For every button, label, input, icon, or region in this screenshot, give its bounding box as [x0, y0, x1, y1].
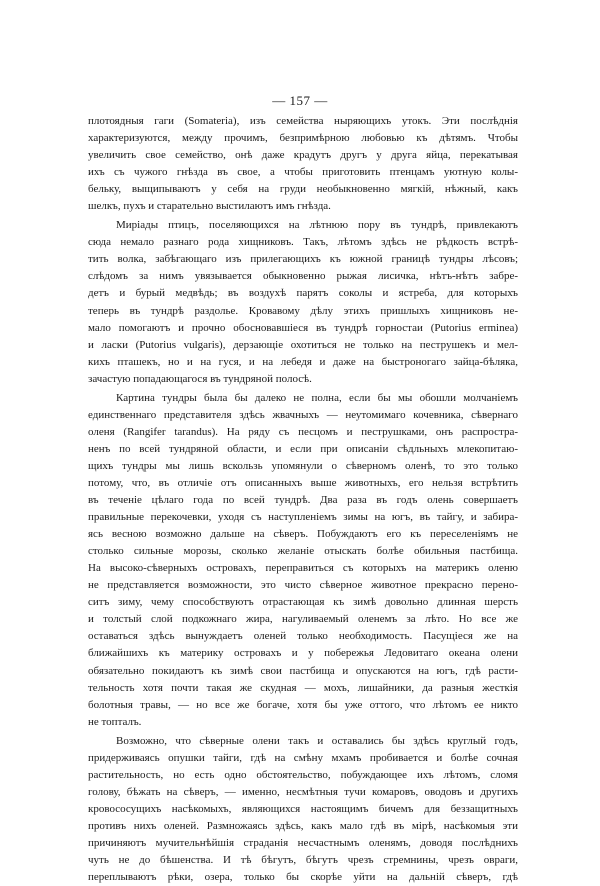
text-line: характеризуются, между прочимъ, безпримѣрною любовью къ дѣтямъ. Чтобы — [88, 132, 518, 145]
text-line: единственнаго представителя здѣсь жвачныхъ — неутомимаго кочевника, сѣвернаго — [88, 408, 518, 421]
text-line: ихъ съ чужого гнѣзда въ свое, а чтобы приготовить птенцамъ уютную колы- — [88, 166, 518, 179]
text-line: и толстый слой подкожнаго жира, нагуливаемый оленемъ за лѣто. Но все же — [88, 613, 518, 626]
text-line: оленя (Rangifer tarandus). На ряду съ песцомъ и пеструшками, онъ распростра- — [88, 425, 518, 438]
text-line: и ласки (Putorius vulgaris), дерзающіе охотиться не только на пеструшекъ и мел- — [88, 338, 518, 351]
page-number: — 157 — — [272, 93, 328, 108]
text-line: увеличить свое семейство, онѣ даже крадутъ другъ у друга яйца, перекатывая — [88, 149, 518, 162]
text-line: Картина тундры была бы далеко не полна, если бы мы обошли молчаніемъ — [116, 391, 518, 404]
body-text — [88, 113, 518, 886]
text-line: Возможно, что сѣверные олени такъ и оставались бы здѣсь круглый годъ, — [116, 734, 518, 747]
text-line: правильные перекочевки, уходя съ наступленіемъ зимы на югъ, въ тайгу, и забира- — [88, 511, 518, 524]
text-line: противъ нихъ оленей. Размножаясь здѣсь, какъ мало гдѣ въ мірѣ, насѣкомыя эти — [88, 819, 518, 832]
text-line: Миріады птицъ, поселяющихся на лѣтнюю пору въ тундрѣ, привлекаютъ — [116, 219, 518, 232]
text-line: обязательно покидаютъ къ зимѣ свои пастбища и опускаются на югъ, гдѣ расти- — [88, 664, 518, 677]
text-line: растительность, но есть одно обстоятельство, побуждающее ихъ лѣтомъ, сломя — [88, 768, 518, 781]
text-line: оставаться здѣсь вынуждаетъ оленей только необходимость. Пасущіеся же на — [88, 630, 518, 643]
paragraph-4 — [88, 733, 518, 886]
text-line: кровососущихъ насѣкомыхъ, являющихся настоящимъ бичемъ для беззащитныхъ — [88, 802, 518, 815]
text-line: На высоко-сѣверныхъ островахъ, переправиться съ которыхъ на материкъ оленю — [88, 562, 518, 575]
text-line: придерживаясь опушки тайги, гдѣ на смѣну мхамъ пробивается и болѣе сочная — [88, 751, 518, 764]
text-line: тить волка, забѣгающаго изъ прилегающихъ къ южной границѣ тундры лѣсовъ; — [88, 253, 518, 266]
text-line: чуть не до бѣшенства. И тѣ бѣгутъ, бѣгутъ чрезъ стремнины, чрезъ овраги, — [88, 854, 518, 867]
text-line: плотоядныя гаги (Somateria), изъ семейства ныряющихъ утокъ. Эти послѣднія — [88, 115, 518, 127]
text-line: щихъ тундры мы лишь вскользь упомянули о сѣверномъ оленѣ, то это только — [88, 459, 518, 472]
paragraph-3 — [88, 390, 518, 731]
text-line: теперь въ тундрѣ раздолье. Кровавому дѣлу этихъ пришлыхъ хищниковъ не- — [88, 304, 518, 317]
text-line: кихъ пташекъ, но и на гуся, и на лебедя и даже на быстроногаго зайца-бѣляка, — [88, 355, 518, 368]
text-line: сюда немало разнаго рода хищниковъ. Такъ, лѣтомъ здѣсь не рѣдкость встрѣ- — [88, 236, 518, 249]
text-line: ненъ по всей тундряной области, и если при описаніи сѣдльныхъ млекопитаю- — [88, 442, 518, 455]
paragraph-1 — [88, 113, 518, 215]
text-line: ситъ зиму, чему способствуютъ отрастающая къ зимѣ довольно длинная шерсть — [88, 596, 518, 609]
text-line: столько сильные морозы, сколько желаніе отыскать болѣе обильныя пастбища. — [88, 545, 518, 558]
text-line: причиняютъ мучительнѣйшія страданія несчастнымъ оленямъ, доводя послѣднихъ — [88, 836, 518, 849]
text-line: ясь весною возможно дальше на сѣверъ. Побуждаютъ его къ переселеніямъ не — [88, 528, 518, 541]
text-line: слѣдомъ за нимъ увязывается обыкновенно рыжая лисичка, нѣтъ-нѣтъ забре- — [88, 270, 518, 283]
text-line: ближайшихъ къ материку островахъ и у побережья Ледовитаго океана олени — [88, 647, 518, 660]
text-line: переплываютъ рѣки, озера, только бы скорѣе уйти на дальній сѣверъ, гдѣ — [88, 871, 518, 884]
text-line: шелкъ, пухъ и старательно выстилаютъ имъ гнѣзда. — [88, 200, 331, 213]
text-line: голову, бѣжать на сѣверъ, — именно, несмѣтныя тучи комаровъ, оводовъ и другихъ — [88, 785, 518, 798]
text-line: не топталъ. — [88, 715, 142, 728]
text-line: въ теченіе цѣлаго года по всей тундрѣ. Два раза въ годъ олень совершаетъ — [88, 494, 518, 507]
text-line: детъ и бурый медвѣдь; въ воздухѣ парятъ соколы и ястреба, для которыхъ — [88, 287, 518, 300]
text-line: зачастую попадающагося въ тундряной полосѣ. — [88, 372, 312, 385]
paragraph-2 — [88, 217, 518, 387]
text-line: тельность хотя почти такая же скудная — мохъ, лишайники, да разныя жесткія — [88, 681, 518, 694]
text-line: не представляется возможности, это чисто сѣверное животное прекрасно перено- — [88, 579, 518, 592]
text-line: потому, что, въ отличіе отъ описанныхъ выше животныхъ, его нельзя встрѣтить — [88, 476, 518, 489]
text-line: бельку, выщипываютъ у себя на груди необыкновенно мягкій, нѣжный, какъ — [88, 183, 518, 196]
text-line: болотныя травы, — но все же богаче, хотя бы уже оттого, что лѣтомъ ее никто — [88, 698, 518, 711]
text-line: мало помогаютъ и прочно обосновавшіеся въ тундрѣ горностаи (Putorius erminea) — [88, 321, 518, 334]
